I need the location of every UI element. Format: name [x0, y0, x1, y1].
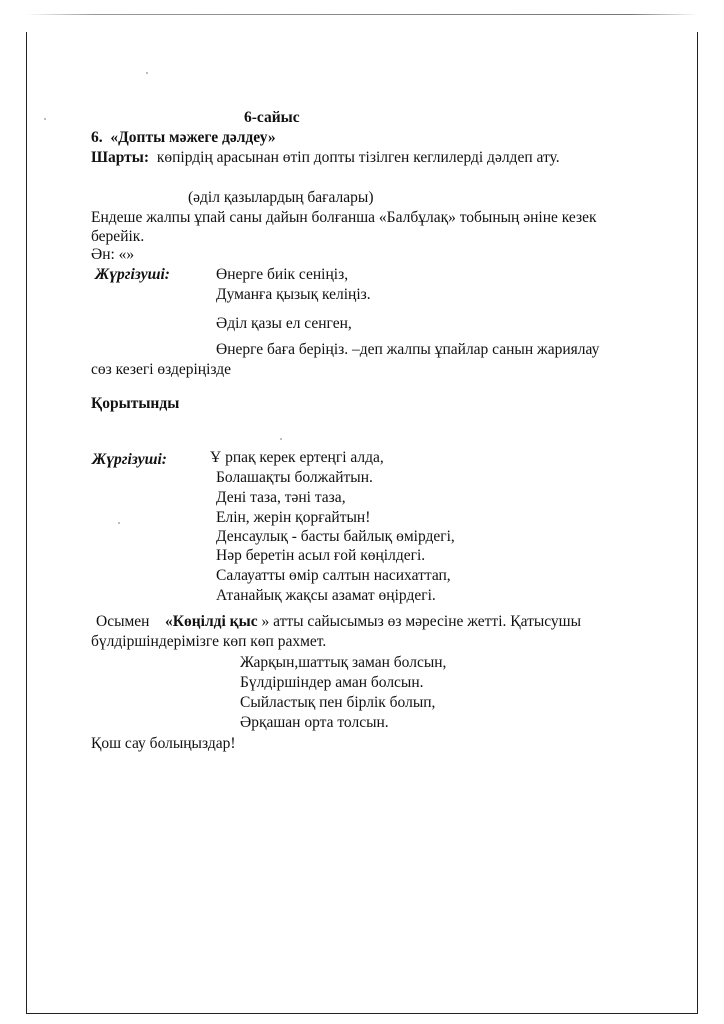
host-verse-line: Өнерге баға беріңіз. –деп жалпы ұпайлар санын жариялау: [216, 341, 600, 358]
closing-line-2: бүлдіршіндерімізге көп көп рахмет.: [91, 633, 327, 650]
scan-speck: [146, 72, 148, 74]
scan-speck: [280, 438, 282, 440]
round-title: 6-сайыс: [244, 109, 300, 126]
scan-top-line: [26, 14, 698, 15]
round-name: «Допты мәжеге дәлдеу»: [110, 129, 276, 146]
condition-line: [91, 149, 560, 167]
closing-suffix: » атты сайысымыз өз мәресіне жетті. Қатысушы: [261, 613, 582, 630]
closing-poem-line: Сыйластық пен бірлік болып,: [240, 694, 436, 711]
condition-label: Шарты:: [91, 149, 150, 166]
poem-line: Елін, жерін қорғайтын!: [216, 509, 371, 526]
scan-speck: [44, 118, 46, 120]
closing-line-1: [96, 613, 581, 631]
host-verse-line: Өнерге биік сеніңіз,: [216, 266, 349, 283]
closing-poem-line: Әрқашан орта толсын.: [240, 714, 389, 731]
poem-line: Болашақты болжайтын.: [216, 469, 373, 486]
poem-line: Атанайық жақсы азамат өңірдегі.: [216, 587, 436, 604]
closing-poem-line: Бүлдіршіндер аман болсын.: [240, 674, 424, 691]
farewell: Қош сау болыңыздар!: [91, 735, 236, 752]
poem-line: Дені таза, тәні таза,: [216, 489, 346, 506]
host-label: Жүргізуші:: [95, 266, 170, 283]
closing-prefix: Осымен: [96, 613, 150, 630]
poem-line: Нәр беретін асыл ғой көңілдегі.: [216, 547, 426, 564]
poem-line: Ұ рпақ керек ертеңгі алда,: [210, 449, 384, 466]
host-verse-line: Әділ қазы ел сенген,: [216, 315, 352, 332]
host-label: Жүргізуші:: [92, 451, 167, 468]
poem-line: Денсаулық - басты байлық өмірдегі,: [216, 528, 455, 545]
event-name: «Көңілді қыс: [164, 613, 258, 630]
round-number: 6.: [91, 129, 103, 146]
host-continuation: сөз кезегі өздеріңізде: [91, 361, 232, 378]
poem-line: Салауатты өмір салтын насихаттап,: [216, 567, 451, 584]
judges-note: (әділ қазылардың бағалары): [188, 189, 374, 206]
para-line-1: Ендеше жалпы ұпай саны дайын болғанша «Балбұлақ» тобының әніне кезек: [91, 209, 597, 226]
host-verse-line: Думанға қызық келіңіз.: [216, 286, 371, 303]
conclusion-heading: Қорытынды: [91, 395, 180, 412]
closing-poem-line: Жарқын,шаттық заман болсын,: [240, 654, 447, 671]
scan-speck: [118, 522, 120, 524]
song-line: Ән: «»: [91, 246, 135, 263]
round-heading: [91, 129, 276, 147]
para-line-2: берейік.: [91, 228, 145, 245]
condition-text: көпірдің арасынан өтіп допты тізілген кеглилерді дәлдеп ату.: [156, 149, 560, 166]
